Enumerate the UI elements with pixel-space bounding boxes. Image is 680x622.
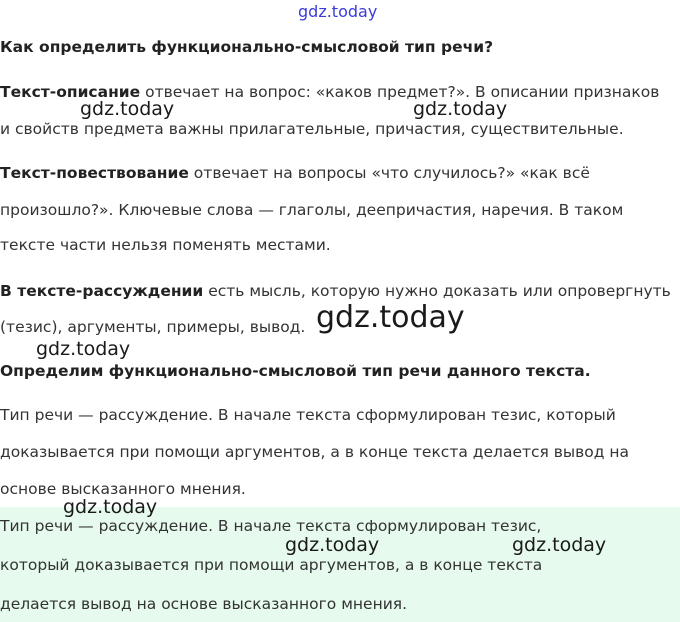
reasoning-line-1 [0,282,671,300]
analysis-line-2: доказывается при помощи аргументов, а в конце текста делается вывод на [0,443,630,461]
term-description: Текст-описание [0,83,141,101]
watermark: gdz.today [316,300,465,335]
final-answer-line-3: делается вывод на основе высказанного мнения. [0,595,408,613]
watermark: gdz.today [512,534,607,556]
watermark: gdz.today [36,338,131,360]
analysis-line-1: Тип речи — рассуждение. В начале текста сформулирован тезис, который [0,406,616,424]
reasoning-text-1: есть мысль, которую нужно доказать или опровергнуть [203,282,671,300]
watermark: gdz.today [80,98,175,120]
watermark: gdz.today [298,2,378,21]
description-line-2: и свойств предмета важны прилагательные, причастия, существительные. [0,120,624,138]
narration-line-3: тексте части нельзя поменять местами. [0,236,331,254]
final-answer-line-2: который доказывается при помощи аргументов, а в конце текста [0,556,543,574]
reasoning-line-2: (тезис), аргументы, примеры, вывод. [0,318,306,336]
watermark: gdz.today [413,98,508,120]
watermark: gdz.today [63,496,158,518]
term-reasoning: В тексте-рассуждении [0,282,204,300]
analysis-heading: Определим функционально-смысловой тип речи данного текста. [0,362,591,380]
question-heading: Как определить функционально-смысловой тип речи? [0,38,494,56]
final-answer-line-1: Тип речи — рассуждение. В начале текста сформулирован тезис, [0,517,542,535]
term-narration: Текст-повествование [0,164,189,182]
narration-text-1: отвечает на вопросы «что случилось?» «как всё [188,164,590,182]
narration-line-1 [0,164,590,182]
watermark: gdz.today [285,534,380,556]
narration-line-2: произошло?». Ключевые слова — глаголы, деепричастия, наречия. В таком [0,201,624,219]
analysis-line-3: основе высказанного мнения. [0,480,246,498]
description-text-1: отвечает на вопрос: «каков предмет?». В описании признаков [140,83,660,101]
